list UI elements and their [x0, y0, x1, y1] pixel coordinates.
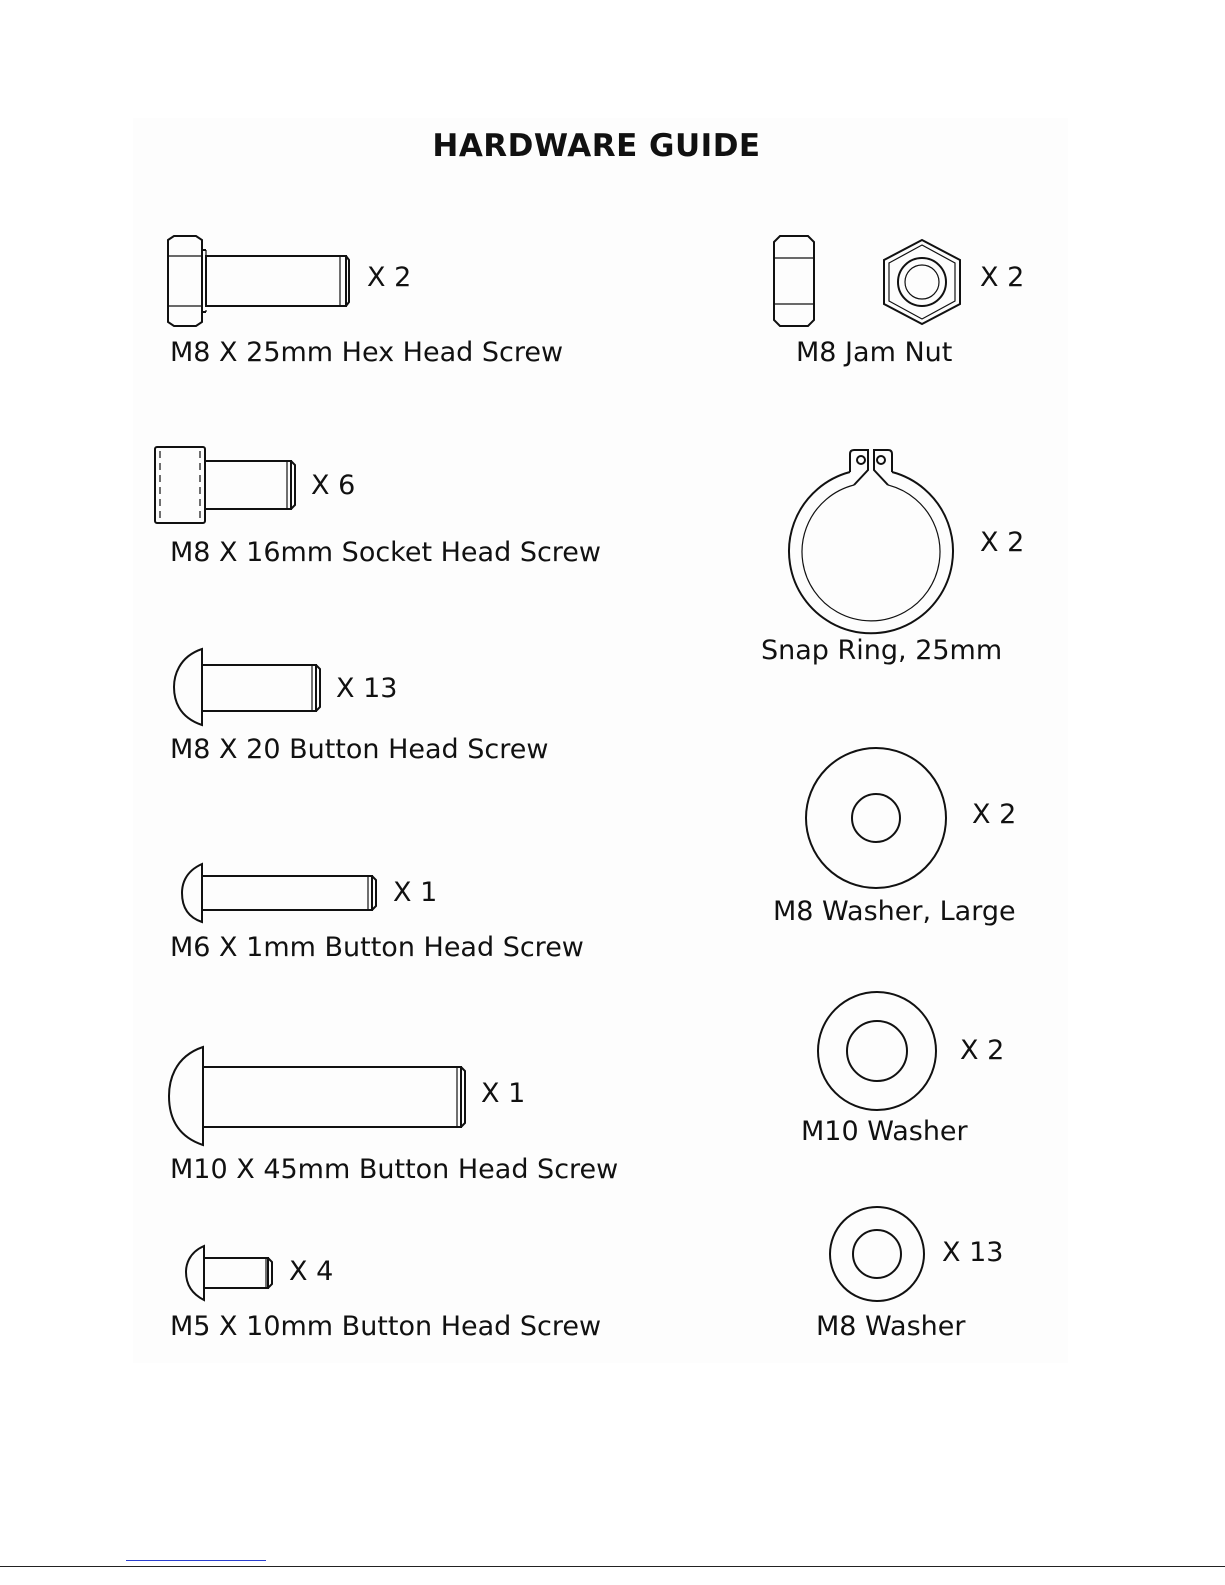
quantity-snap-ring: X 2: [980, 527, 1025, 558]
footer-link-underline: [126, 1560, 266, 1561]
quantity-hex-head-screw: X 2: [367, 262, 412, 293]
button-head-screw-icon: [167, 1045, 471, 1149]
label-socket-head-screw: M8 X 16mm Socket Head Screw: [170, 537, 601, 568]
large-washer-icon: [804, 746, 948, 890]
footer-divider: [0, 1566, 1225, 1567]
m8-washer-icon: [828, 1205, 926, 1303]
jam-nut-side-icon: [772, 236, 818, 328]
label-m6-button-head-screw: M6 X 1mm Button Head Screw: [170, 932, 584, 963]
label-m8-washer: M8 Washer: [816, 1311, 966, 1342]
button-head-screw-icon: [180, 862, 382, 926]
quantity-jam-nut: X 2: [980, 262, 1025, 293]
button-head-screw-icon: [172, 647, 324, 729]
quantity-m6-button-head-screw: X 1: [393, 877, 438, 908]
jam-nut-icon: [880, 238, 964, 326]
label-snap-ring: Snap Ring, 25mm: [761, 635, 1003, 666]
quantity-m5-button-head-screw: X 4: [289, 1256, 334, 1287]
label-m10-washer: M10 Washer: [801, 1116, 968, 1147]
snap-ring-icon: [786, 448, 956, 632]
hex-head-screw-icon: [166, 236, 352, 328]
label-m10-button-head-screw: M10 X 45mm Button Head Screw: [170, 1154, 619, 1185]
quantity-m8-button-head-screw: X 13: [336, 673, 398, 704]
label-jam-nut: M8 Jam Nut: [796, 337, 953, 368]
button-head-screw-icon: [184, 1244, 278, 1304]
quantity-m10-washer: X 2: [960, 1035, 1005, 1066]
m10-washer-icon: [816, 990, 938, 1112]
label-m8-button-head-screw: M8 X 20 Button Head Screw: [170, 734, 549, 765]
quantity-m10-button-head-screw: X 1: [481, 1078, 526, 1109]
quantity-socket-head-screw: X 6: [311, 470, 356, 501]
socket-head-screw-icon: [153, 445, 299, 527]
quantity-large-washer: X 2: [972, 799, 1017, 830]
label-hex-head-screw: M8 X 25mm Hex Head Screw: [170, 337, 564, 368]
quantity-m8-washer: X 13: [942, 1237, 1004, 1268]
label-m5-button-head-screw: M5 X 10mm Button Head Screw: [170, 1311, 602, 1342]
label-large-washer: M8 Washer, Large: [773, 896, 1016, 927]
page-title: HARDWARE GUIDE: [432, 128, 761, 164]
